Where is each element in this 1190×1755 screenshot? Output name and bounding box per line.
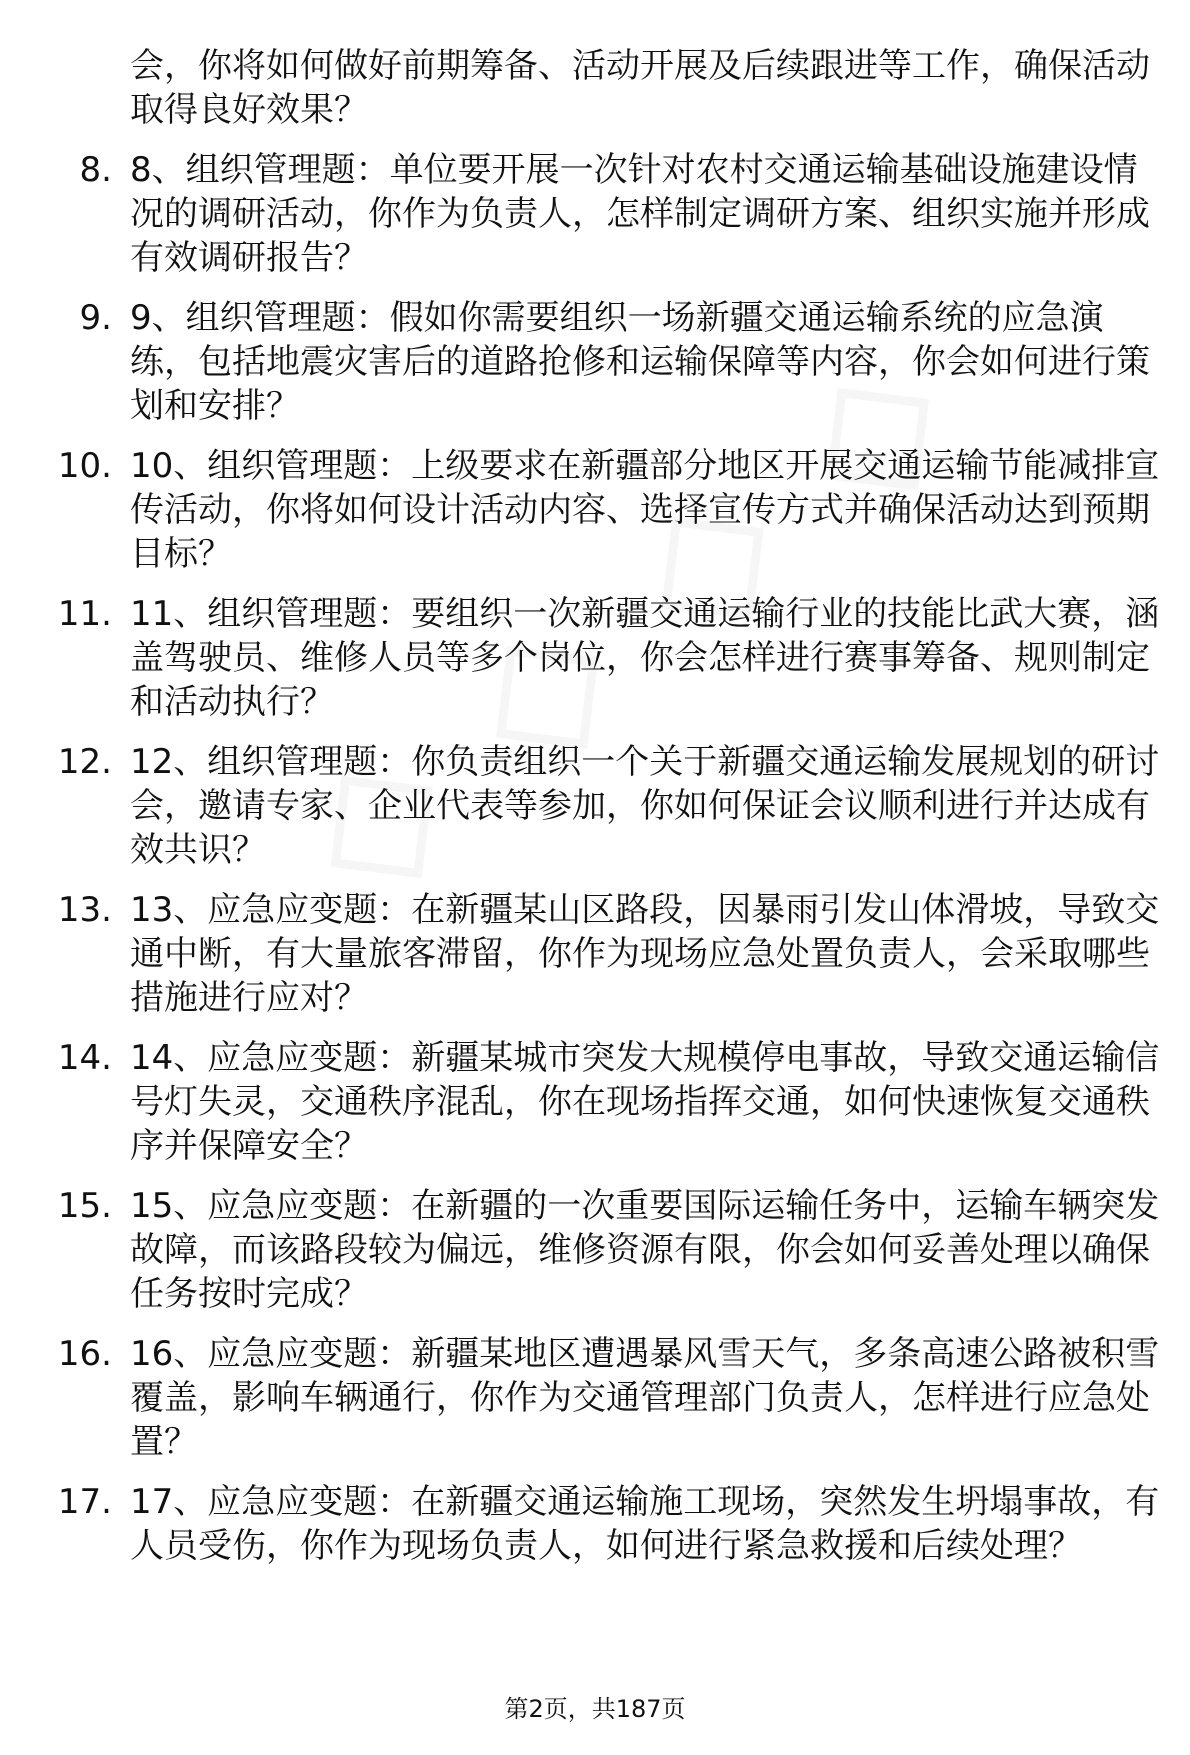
- list-item: [0, 444, 1190, 576]
- item-text: 12、组织管理题：你负责组织一个关于新疆交通运输发展规划的研讨会，邀请专家、企业代表等参加，你如何保证会议顺利进行并达成有效共识？: [130, 742, 1160, 870]
- item-text: 13、应急应变题：在新疆某山区路段，因暴雨引发山体滑坡，导致交通中断，有大量旅客滞留，你作为现场应急处置负责人，会采取哪些措施进行应对？: [130, 890, 1160, 1018]
- item-text: 8、组织管理题：单位要开展一次针对农村交通运输基础设施建设情况的调研活动，你作为负责人，怎样制定调研方案、组织实施并形成有效调研报告？: [130, 150, 1150, 278]
- list-item: [0, 740, 1190, 872]
- item-text: 9、组织管理题：假如你需要组织一场新疆交通运输系统的应急演练，包括地震灾害后的道路抢修和运输保障等内容，你会如何进行策划和安排？: [130, 298, 1150, 426]
- item-number: 14.: [57, 1038, 112, 1078]
- item-number: 9.: [79, 298, 112, 338]
- continued-question-text: 会，你将如何做好前期筹备、活动开展及后续跟进等工作，确保活动取得良好效果？: [130, 46, 1150, 130]
- list-item: [0, 1184, 1190, 1316]
- list-item: [0, 1480, 1190, 1568]
- item-text: 17、应急应变题：在新疆交通运输施工现场，突然发生坍塌事故，有人员受伤，你作为现场负责人，如何进行紧急救援和后续处理？: [130, 1482, 1160, 1566]
- item-text: 15、应急应变题：在新疆的一次重要国际运输任务中，运输车辆突发故障，而该路段较为偏远，维修资源有限，你会如何妥善处理以确保任务按时完成？: [130, 1186, 1160, 1314]
- item-number: 15.: [57, 1186, 112, 1226]
- item-text: 14、应急应变题：新疆某城市突发大规模停电事故，导致交通运输信号灯失灵，交通秩序混乱，你在现场指挥交通，如何快速恢复交通秩序并保障安全？: [130, 1038, 1160, 1166]
- list-item: [0, 1332, 1190, 1464]
- item-number: 16.: [57, 1334, 112, 1374]
- item-number: 10.: [57, 446, 112, 486]
- list-item: [0, 296, 1190, 428]
- list-item: [0, 888, 1190, 1020]
- item-text: 11、组织管理题：要组织一次新疆交通运输行业的技能比武大赛，涵盖驾驶员、维修人员等多个岗位，你会怎样进行赛事筹备、规则制定和活动执行？: [130, 594, 1160, 722]
- list-item: [0, 1036, 1190, 1168]
- question-list: [0, 44, 1190, 1568]
- page-footer: 第2页，共187页: [504, 1695, 686, 1723]
- item-number: 11.: [57, 594, 112, 634]
- list-item: [0, 592, 1190, 724]
- item-number: 13.: [57, 890, 112, 930]
- item-number: 12.: [57, 742, 112, 782]
- item-text: 16、应急应变题：新疆某地区遭遇暴风雪天气，多条高速公路被积雪覆盖，影响车辆通行，你作为交通管理部门负责人，怎样进行应急处置？: [130, 1334, 1160, 1462]
- list-item: [0, 148, 1190, 280]
- item-number: 8.: [79, 150, 112, 190]
- item-number: 17.: [57, 1482, 112, 1522]
- item-text: 10、组织管理题：上级要求在新疆部分地区开展交通运输节能减排宣传活动，你将如何设计活动内容、选择宣传方式并确保活动达到预期目标？: [130, 446, 1160, 574]
